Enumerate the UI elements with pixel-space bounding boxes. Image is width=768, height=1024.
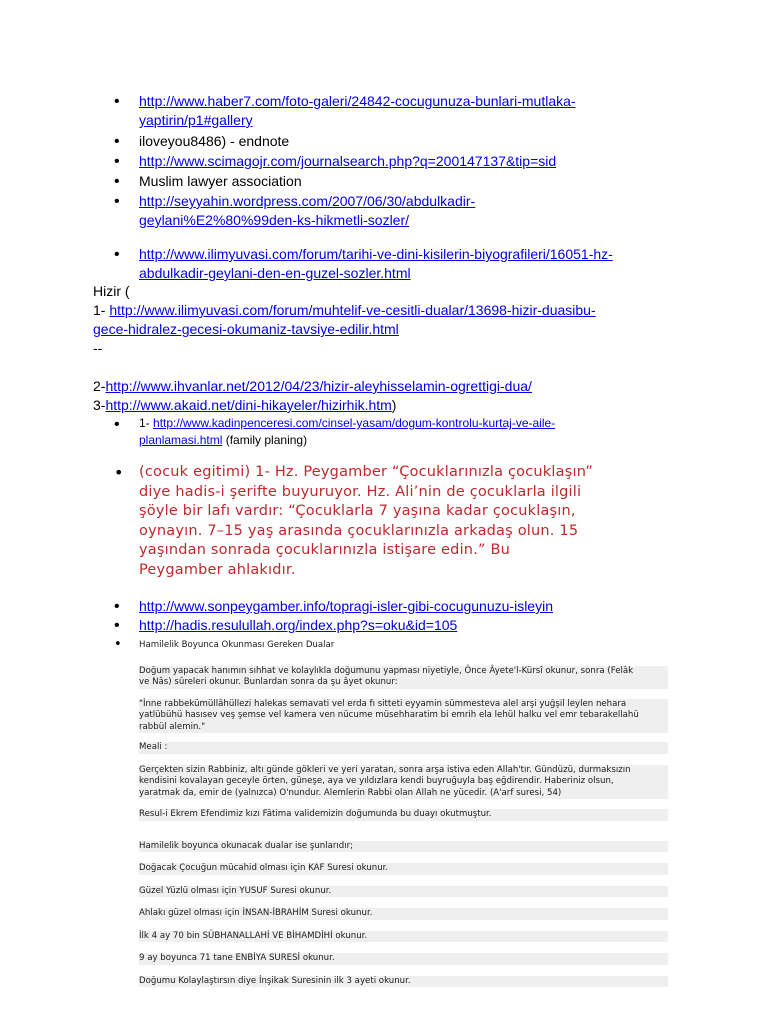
- meali-label: Meali :: [139, 742, 668, 754]
- link-text: geylani%E2%80%99den-ks-hikmetli-sozler/: [139, 212, 410, 228]
- paragraph-line: yaşından sonrada çocuklarınızla istişare edin.” Bu: [139, 542, 511, 558]
- list-item: [0, 172, 768, 191]
- link-kadinpenceresi[interactable]: http://www.kadinpenceresi.com/cinsel-yasam/dogum-kontrolu-kurtaj-ve-aile-: [153, 416, 556, 430]
- link-text: http://www.ilimyuvasi.com/forum/tarihi-ve-dini-kisilerin-biyografileri/16051-hz-: [139, 246, 613, 262]
- paragraph-line: yaratmak da, emir de (yalnızca) O'nundur. Alemlerin Rabbi olan Allah ne yücedir. (A'arf suresi, 54): [139, 788, 668, 800]
- link-text: abdulkadir-geylani-den-en-guzel-sozler.html: [139, 265, 411, 281]
- close-paren: ): [391, 397, 397, 413]
- paragraph-line: Doğacak Çocuğun mücahid olması için KAF Suresi okunur.: [139, 863, 668, 875]
- hizir-item-3: [0, 396, 768, 415]
- list-item: [0, 132, 768, 151]
- item-number: 1-: [93, 302, 110, 318]
- item-number: 1-: [139, 416, 154, 430]
- paragraph-line: Doğum yapacak hanımın sıhhat ve kolaylıkla doğumunu yapması niyetiyle, Önce Âyete'l-Kürsî okunur, sonra (Felâk: [139, 666, 668, 678]
- link-ilimyuvasi-2-cont[interactable]: gece-hidralez-gecesi-okumaniz-tavsiye-edilir.html: [93, 321, 399, 337]
- spacer: [139, 689, 668, 699]
- item-number: 3-: [93, 397, 106, 413]
- spacer: [139, 897, 668, 908]
- link-sonpeygamber[interactable]: http://www.sonpeygamber.info/topragi-isler-gibi-cocugunuzu-isleyin: [139, 598, 553, 614]
- link-akaid[interactable]: http://www.akaid.net/dini-hikayeler/hizirhik.htm: [105, 397, 392, 413]
- paragraph-line: oynayın. 7–15 yaş arasında çocuklarınızla arkadaş olun. 15: [139, 522, 579, 539]
- hamilelik-section: [0, 640, 768, 987]
- list-item: [0, 597, 768, 616]
- spacer: [139, 965, 668, 976]
- separator-dashes: --: [93, 340, 103, 356]
- spacer: [139, 754, 668, 765]
- spacer: [139, 942, 668, 953]
- paragraph-line: 9 ay boyunca 71 tane ENBİYA SURESİ okunur.: [139, 953, 668, 965]
- link-kadinpenceresi-cont[interactable]: planlamasi.html: [139, 433, 223, 447]
- link-ilimyuvasi-2[interactable]: http://www.ilimyuvasi.com/forum/muhtelif-ve-cesitli-dualar/13698-hizir-duasibu-: [109, 302, 596, 318]
- hizir-section: [0, 282, 768, 415]
- link-ilimyuvasi-1[interactable]: [139, 246, 613, 281]
- paragraph-line: şöyle bir lafı vardır: “Çocuklarla 7 yaşına kadar çocuklaşın,: [139, 503, 576, 519]
- link-seyyahin[interactable]: [139, 193, 475, 228]
- link-text: yaptirin/p1#gallery: [139, 112, 253, 128]
- paragraph-line: "İnne rabbekümüllâhüllezi halekas semavati vel erda fı sitteti eyyamin sümmesteva alel arşi yuğşil leylen nehara: [139, 699, 668, 711]
- paragraph-line: diye hadis-i şerifte buyuruyor. Hz. Ali’nin de çocuklarla ilgili: [139, 483, 582, 500]
- paragraph-line: Ahlakı güzel olması için İNSAN-İBRAHİM Suresi okunur.: [139, 908, 668, 920]
- link-list-top: [0, 92, 768, 283]
- link-text: http://seyyahin.wordpress.com/2007/06/30/abdulkadir-: [139, 193, 476, 209]
- family-note: (family planing): [222, 433, 308, 447]
- paragraph-line: İlk 4 ay 70 bin SÜBHANALLAHİ VE BİHAMDİHİ okunur.: [139, 931, 668, 943]
- link-scimago[interactable]: http://www.scimagojr.com/journalsearch.php?q=200147137&tip=sid: [139, 153, 557, 169]
- hizir-item-1: [0, 301, 768, 339]
- spacer: [139, 652, 668, 666]
- list-item: [0, 92, 768, 130]
- link-text: http://www.haber7.com/foto-galeri/24842-cocugunuza-bunlari-mutlaka-: [139, 93, 576, 109]
- spacer: [139, 852, 668, 863]
- family-section: [0, 415, 768, 449]
- cocuk-egitimi-paragraph: [0, 463, 768, 580]
- list-text: iloveyou8486) - endnote: [139, 133, 290, 149]
- link-list-bottom: [0, 597, 768, 635]
- list-item: [0, 152, 768, 171]
- list-item: [0, 415, 768, 449]
- item-number: 2-: [93, 378, 106, 394]
- paragraph-line: Doğumu Kolaylaştırsın diye İnşikak Suresinin ilk 3 ayeti okunur.: [139, 976, 668, 988]
- paragraph-line: yatlübühü hasısev veş şemse vel kamera ven nücume müsehharatim bi emrih ela lehül halku vel emr tebarakellahü: [139, 710, 668, 722]
- list-item: [0, 245, 768, 283]
- spacer: [139, 733, 668, 742]
- list-item: [0, 463, 768, 580]
- paragraph-line: Peygamber ahlakıdır.: [139, 561, 296, 578]
- link-haber7[interactable]: [139, 93, 576, 128]
- spacer: [139, 920, 668, 931]
- link-hadis[interactable]: http://hadis.resulullah.org/index.php?s=oku&id=105: [139, 617, 458, 633]
- paragraph-line: Hamilelik boyunca okunacak dualar ise şunlarıdır;: [139, 841, 668, 853]
- paragraph-line: kendisini kovalayan geceyle örten, güneşe, aya ve yıldızlara kendi buyruğuyla baş eğdirendir. Haberiniz olsun,: [139, 776, 668, 788]
- spacer: [139, 821, 668, 841]
- list-text: Muslim lawyer association: [139, 173, 302, 189]
- list-item: [0, 192, 768, 230]
- hizir-item-2: [0, 377, 768, 396]
- paragraph-line: ve Nâs) sûreleri okunur. Bunlardan sonra da şu âyet okunur:: [139, 677, 668, 689]
- blank-line: [0, 358, 768, 377]
- spacer: [139, 799, 668, 809]
- paragraph-line: rabbül alemin.": [139, 722, 668, 734]
- paragraph-line: Güzel Yüzlü olması için YUSUF Suresi okunur.: [139, 886, 668, 898]
- spacer: [139, 875, 668, 886]
- list-item: [0, 616, 768, 635]
- paragraph-line: Resul-i Ekrem Efendimiz kızı Fâtima validemizin doğumunda bu duayı okutmuştur.: [139, 809, 668, 821]
- paragraph-line: Gerçekten sizin Rabbiniz, altı günde gökleri ve yeri yaratan, sonra arşa istiva eden Allah'tır. Gündüzü, durmaksızın: [139, 765, 668, 777]
- paragraph-line: (cocuk egitimi) 1- Hz. Peygamber “Çocuklarınızla çocuklaşın”: [139, 464, 594, 480]
- link-ihvanlar[interactable]: http://www.ihvanlar.net/2012/04/23/hizir-aleyhisselamin-ogrettigi-dua/: [105, 378, 532, 394]
- hamilelik-content: [0, 640, 768, 987]
- hizir-heading: Hizir (: [93, 283, 130, 299]
- section-heading: • Hamilelik Boyunca Okunması Gereken Dualar: [139, 640, 668, 652]
